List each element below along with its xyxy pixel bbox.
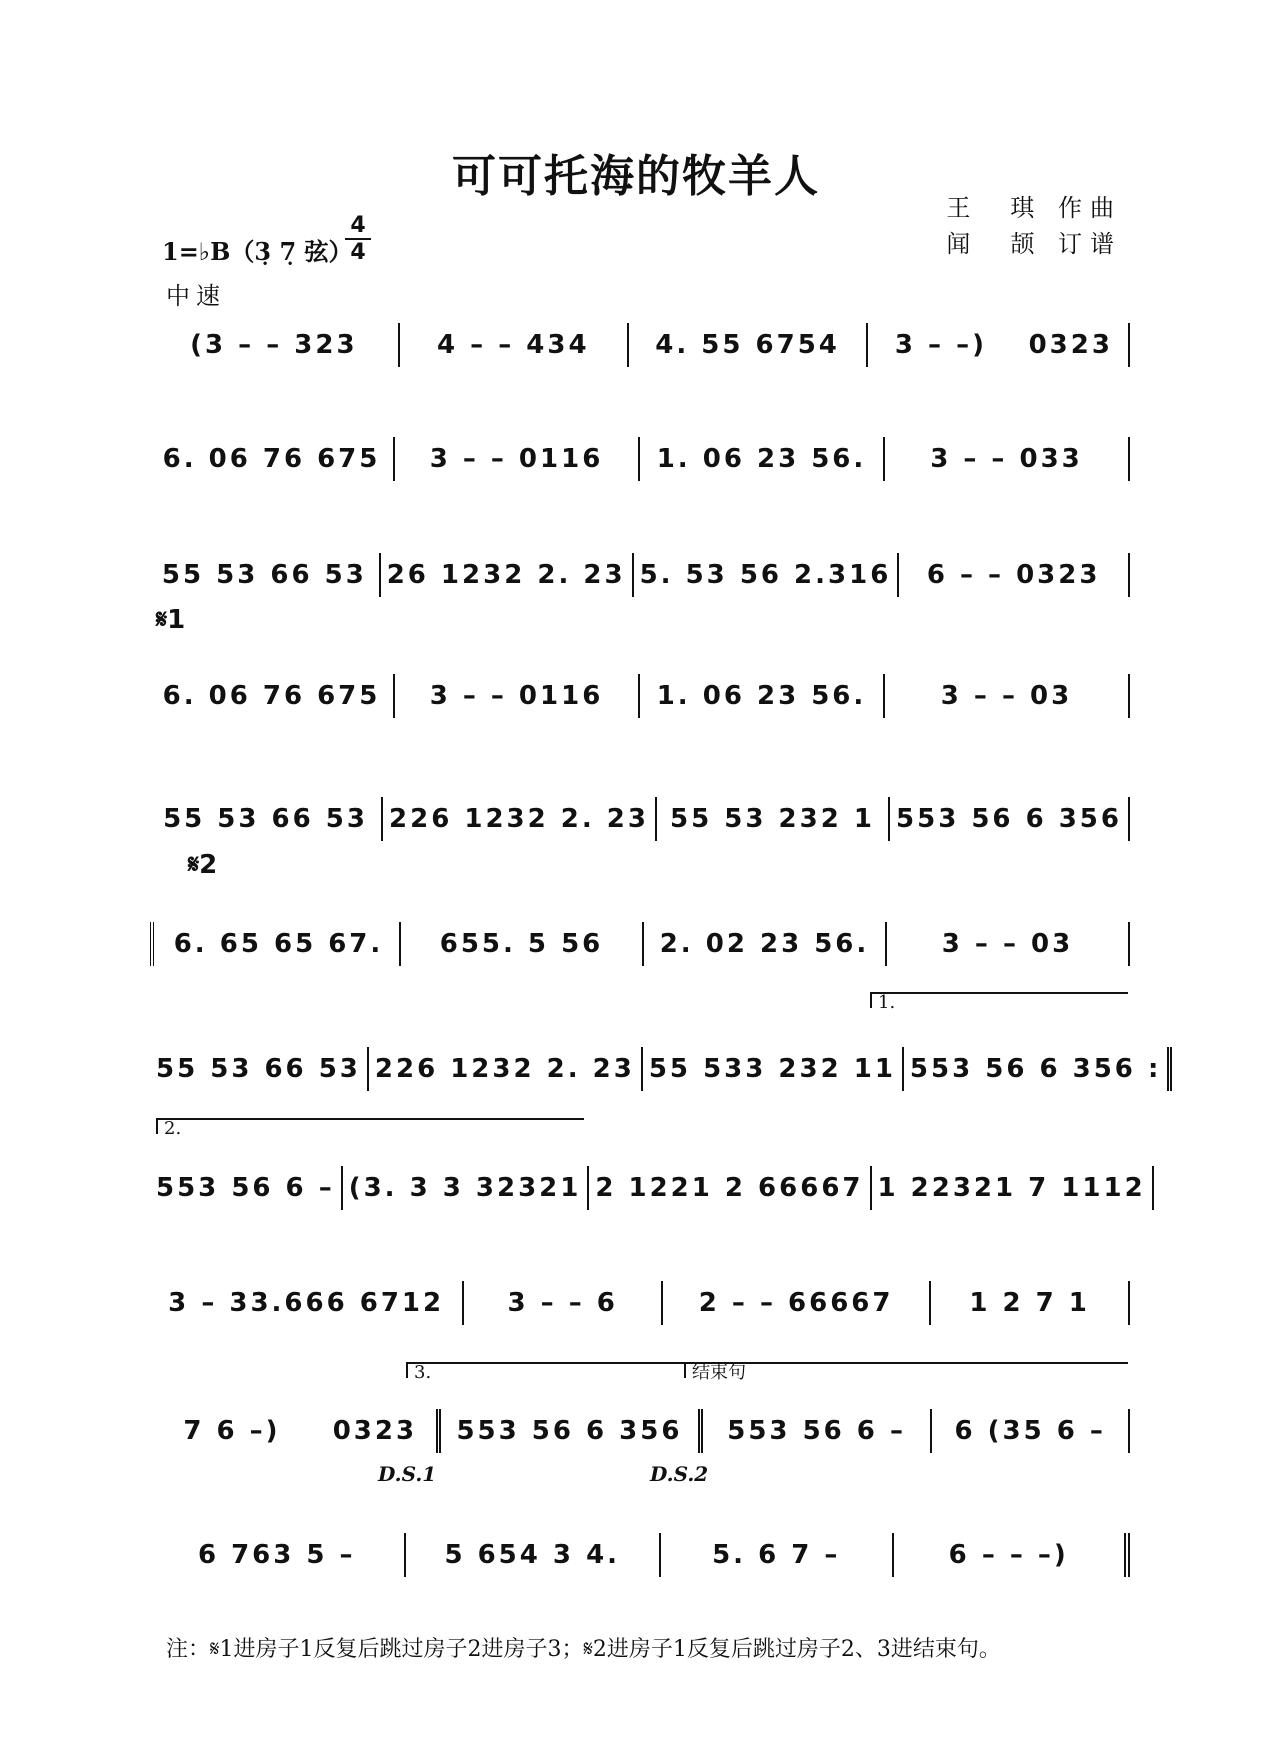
key-signature: 1=♭B（3̣ 7̣ 弦） <box>162 237 353 266</box>
score-row-7 <box>150 1047 1162 1091</box>
score-row-3 <box>150 553 1130 597</box>
measure: (3. 3 3 32321 <box>343 1166 590 1210</box>
volta-1-bracket: 1. <box>870 992 1128 1008</box>
measure: 4. 55 6754 <box>629 323 868 367</box>
measure: 5. 6 7 – <box>661 1533 894 1577</box>
measure: 1. 06 23 56. <box>640 437 885 481</box>
measure: 3 – – 03 <box>885 674 1130 718</box>
measure: 6. 06 76 675 <box>150 437 395 481</box>
measure: 3 – – 0116 <box>395 437 640 481</box>
score-row-4 <box>150 674 1130 718</box>
measure: 1 22321 7 1112 <box>872 1166 1154 1210</box>
score-row-10 <box>150 1409 1130 1453</box>
measure: 226 1232 2. 23 <box>369 1047 643 1091</box>
measure: 2 1221 2 66667 <box>589 1166 871 1210</box>
score-row-1 <box>150 323 1130 367</box>
measure: 0323 <box>314 1409 441 1453</box>
segno-2-marking: 𝄋2 <box>188 850 218 880</box>
measure: 55 53 66 53 <box>150 1047 369 1091</box>
measure: (3 – – 323 <box>150 323 400 367</box>
measure: 553 56 6 356 : <box>904 1047 1172 1091</box>
time-signature-top: 4 <box>350 213 366 238</box>
measure: 6 (35 6 – <box>932 1409 1130 1453</box>
measure: 5. 53 56 2.316 <box>634 553 900 597</box>
measure: 3 – –) <box>894 330 987 360</box>
measure: 55 53 66 53 <box>150 797 383 841</box>
ds-1-marking: D.S.1 <box>378 1462 437 1486</box>
score-row-8 <box>150 1166 1146 1210</box>
measure: 7 6 –) <box>183 1416 281 1446</box>
time-signature <box>345 214 371 264</box>
measure: 55 53 66 53 <box>150 553 381 597</box>
volta-3-bracket: 3. <box>406 1362 684 1378</box>
score-row-2 <box>150 437 1130 481</box>
measure: 3 – 33.666 6712 <box>150 1281 464 1325</box>
time-signature-bottom: 4 <box>350 240 366 265</box>
measure: 26 1232 2. 23 <box>381 553 634 597</box>
arranger-credit: 闻 颉 订谱 <box>946 230 1122 258</box>
measure: 55 533 232 11 <box>643 1047 904 1091</box>
score-row-6 <box>150 922 1130 966</box>
footnote: 注：𝄋1进房子1反复后跳过房子2进房子3；𝄋2进房子1反复后跳过房子2、3进结束句。 <box>166 1637 1001 1662</box>
measure: 655. 5 56 <box>401 922 644 966</box>
measure: 6 – – –) <box>894 1533 1131 1577</box>
measure: 2. 02 23 56. <box>644 922 887 966</box>
measure: 6 – – 0323 <box>899 553 1130 597</box>
measure: 3 – – 0116 <box>395 674 640 718</box>
ds-2-marking: D.S.2 <box>650 1462 709 1486</box>
tempo-marking: 中速 <box>166 282 226 310</box>
measure: 6. 06 76 675 <box>150 674 395 718</box>
measure: 1. 06 23 56. <box>640 674 885 718</box>
score-row-9 <box>150 1281 1130 1325</box>
measure: 55 53 232 1 <box>657 797 890 841</box>
measure: 6 763 5 – <box>150 1533 406 1577</box>
measure: 3 – – 6 <box>464 1281 663 1325</box>
measure: 3 – – 033 <box>885 437 1130 481</box>
measure: 2 – – 66667 <box>663 1281 931 1325</box>
score-row-11 <box>150 1533 1130 1577</box>
measure: 0323 <box>1014 323 1130 367</box>
measure: 226 1232 2. 23 <box>383 797 657 841</box>
composer-credit: 王 琪 作曲 <box>946 194 1122 222</box>
segno-1-marking: 𝄋1 <box>156 605 186 635</box>
measure: 3 – – 03 <box>887 922 1130 966</box>
measure: 5 654 3 4. <box>406 1533 662 1577</box>
score-row-5 <box>150 797 1130 841</box>
measure: 6. 65 65 67. <box>158 922 401 966</box>
measure: 553 56 6 356 <box>441 1409 703 1453</box>
measure: 4 – – 434 <box>400 323 629 367</box>
measure: 553 56 6 – <box>150 1166 343 1210</box>
measure: 1 2 7 1 <box>931 1281 1130 1325</box>
measure: 553 56 6 356 <box>890 797 1130 841</box>
score-title: 可可托海的牧羊人 <box>452 151 820 202</box>
measure: 553 56 6 – <box>703 1409 932 1453</box>
volta-2-bracket: 2. <box>156 1118 584 1134</box>
ending-bracket: 结束句 <box>684 1362 1128 1378</box>
